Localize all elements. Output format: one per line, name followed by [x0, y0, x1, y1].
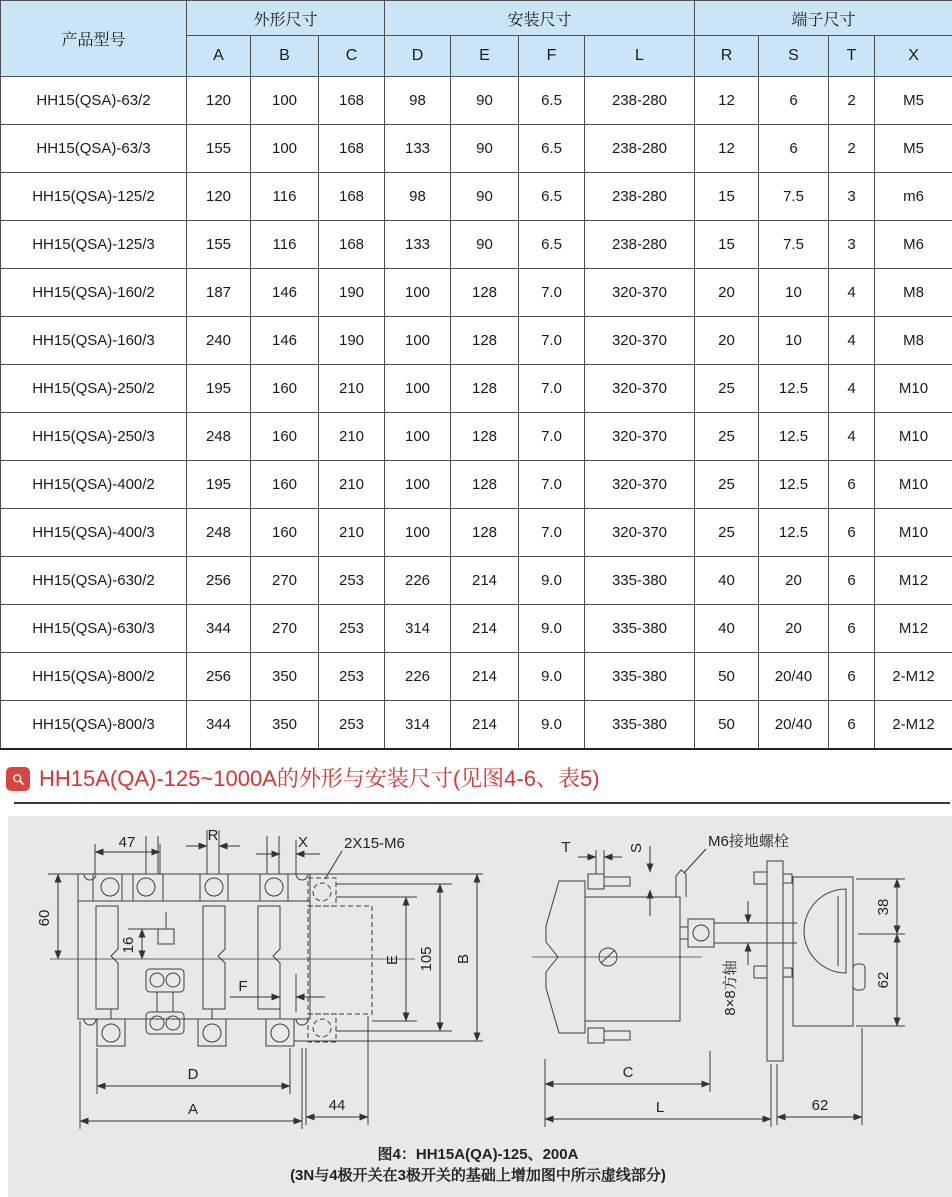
- technical-drawing: [8, 816, 952, 1197]
- value-cell: 100: [385, 317, 451, 365]
- value-cell: 133: [385, 221, 451, 269]
- col-group-terminal-dimensions: 端子尺寸: [695, 1, 952, 36]
- value-cell: 100: [385, 509, 451, 557]
- value-cell: 190: [319, 317, 385, 365]
- value-cell: 238-280: [585, 77, 695, 125]
- value-cell: 248: [187, 509, 251, 557]
- magnifier-icon: [6, 767, 30, 791]
- value-cell: M5: [875, 125, 952, 173]
- col-header-l: L: [585, 36, 695, 77]
- shaft-label: 8×8方轴: [722, 960, 739, 1015]
- value-cell: 3: [829, 221, 875, 269]
- value-cell: 335-380: [585, 557, 695, 605]
- value-cell: 20: [695, 317, 759, 365]
- value-cell: 3: [829, 173, 875, 221]
- value-cell: 25: [695, 461, 759, 509]
- value-cell: 7.0: [519, 413, 585, 461]
- value-cell: 6: [829, 509, 875, 557]
- value-cell: 40: [695, 557, 759, 605]
- value-cell: 98: [385, 77, 451, 125]
- dim-label-105: 105: [418, 946, 435, 971]
- value-cell: 320-370: [585, 509, 695, 557]
- value-cell: 116: [251, 221, 319, 269]
- table-row: [1, 125, 952, 173]
- value-cell: 7.0: [519, 317, 585, 365]
- value-cell: 128: [451, 461, 519, 509]
- side-view-drawing: [532, 861, 905, 1061]
- value-cell: 190: [319, 269, 385, 317]
- value-cell: 128: [451, 365, 519, 413]
- value-cell: 90: [451, 221, 519, 269]
- model-cell: HH15(QSA)-250/2: [1, 365, 187, 413]
- value-cell: 90: [451, 173, 519, 221]
- value-cell: 6.5: [519, 221, 585, 269]
- front-view-dimensions: [36, 827, 477, 1129]
- value-cell: 2: [829, 125, 875, 173]
- value-cell: 7.0: [519, 269, 585, 317]
- value-cell: 9.0: [519, 701, 585, 750]
- value-cell: 168: [319, 221, 385, 269]
- table-row: [1, 77, 952, 125]
- value-cell: 168: [319, 173, 385, 221]
- value-cell: 6: [759, 125, 829, 173]
- section-divider: [14, 802, 950, 804]
- value-cell: 20: [759, 557, 829, 605]
- model-cell: HH15(QSA)-630/3: [1, 605, 187, 653]
- value-cell: 350: [251, 701, 319, 750]
- col-header-r: R: [695, 36, 759, 77]
- value-cell: 195: [187, 461, 251, 509]
- model-cell: HH15(QSA)-160/3: [1, 317, 187, 365]
- value-cell: 9.0: [519, 557, 585, 605]
- table-row: [1, 173, 952, 221]
- holes-label: 2X15-M6: [344, 835, 405, 852]
- value-cell: 100: [385, 461, 451, 509]
- value-cell: 256: [187, 557, 251, 605]
- dim-label-l: L: [656, 1099, 664, 1116]
- value-cell: M8: [875, 317, 952, 365]
- value-cell: 20/40: [759, 653, 829, 701]
- value-cell: M12: [875, 605, 952, 653]
- table-group-header-row: [1, 1, 952, 36]
- value-cell: 253: [319, 605, 385, 653]
- value-cell: 50: [695, 653, 759, 701]
- value-cell: M12: [875, 557, 952, 605]
- value-cell: 20: [695, 269, 759, 317]
- dim-label-62-bottom: 62: [812, 1097, 829, 1114]
- value-cell: M10: [875, 509, 952, 557]
- col-header-a: A: [187, 36, 251, 77]
- value-cell: 100: [385, 365, 451, 413]
- dim-label-62-right: 62: [875, 972, 892, 989]
- value-cell: 12.5: [759, 509, 829, 557]
- value-cell: 256: [187, 653, 251, 701]
- value-cell: 20: [759, 605, 829, 653]
- value-cell: 253: [319, 653, 385, 701]
- col-header-b: B: [251, 36, 319, 77]
- model-cell: HH15(QSA)-63/3: [1, 125, 187, 173]
- figure-caption-line1: 图4：HH15A(QA)-125、200A: [378, 1145, 579, 1163]
- value-cell: 320-370: [585, 365, 695, 413]
- diagram-panel: [8, 816, 952, 1197]
- value-cell: 6: [759, 77, 829, 125]
- value-cell: 7.0: [519, 461, 585, 509]
- table-row: [1, 365, 952, 413]
- model-cell: HH15(QSA)-800/2: [1, 653, 187, 701]
- value-cell: 9.0: [519, 605, 585, 653]
- value-cell: 2-M12: [875, 653, 952, 701]
- value-cell: 128: [451, 509, 519, 557]
- value-cell: 6: [829, 605, 875, 653]
- value-cell: 100: [385, 269, 451, 317]
- value-cell: 160: [251, 413, 319, 461]
- value-cell: 2-M12: [875, 701, 952, 750]
- value-cell: M5: [875, 77, 952, 125]
- dim-label-d: D: [188, 1066, 199, 1083]
- value-cell: 155: [187, 221, 251, 269]
- value-cell: 226: [385, 557, 451, 605]
- col-header-product-model: 产品型号: [1, 1, 187, 77]
- value-cell: M8: [875, 269, 952, 317]
- col-header-x: X: [875, 36, 952, 77]
- value-cell: 146: [251, 317, 319, 365]
- value-cell: 253: [319, 701, 385, 750]
- model-cell: HH15(QSA)-800/3: [1, 701, 187, 750]
- value-cell: M10: [875, 413, 952, 461]
- value-cell: 6.5: [519, 125, 585, 173]
- value-cell: 238-280: [585, 125, 695, 173]
- value-cell: 320-370: [585, 317, 695, 365]
- value-cell: 344: [187, 701, 251, 750]
- col-group-mounting-dimensions: 安装尺寸: [385, 1, 695, 36]
- value-cell: 6: [829, 461, 875, 509]
- dim-label-x: X: [298, 834, 308, 851]
- value-cell: 238-280: [585, 221, 695, 269]
- value-cell: 335-380: [585, 701, 695, 750]
- value-cell: 116: [251, 173, 319, 221]
- value-cell: 187: [187, 269, 251, 317]
- value-cell: 155: [187, 125, 251, 173]
- value-cell: 214: [451, 653, 519, 701]
- value-cell: 314: [385, 701, 451, 750]
- value-cell: 7.5: [759, 221, 829, 269]
- col-header-t: T: [829, 36, 875, 77]
- value-cell: 335-380: [585, 653, 695, 701]
- dim-label-16: 16: [120, 937, 137, 954]
- value-cell: 90: [451, 77, 519, 125]
- value-cell: 10: [759, 317, 829, 365]
- value-cell: 120: [187, 173, 251, 221]
- model-cell: HH15(QSA)-250/3: [1, 413, 187, 461]
- figure-caption-line2: (3N与4极开关在3极开关的基础上增加图中所示虚线部分): [290, 1166, 666, 1184]
- value-cell: 15: [695, 173, 759, 221]
- model-cell: HH15(QSA)-160/2: [1, 269, 187, 317]
- value-cell: M10: [875, 461, 952, 509]
- value-cell: 160: [251, 509, 319, 557]
- value-cell: 6: [829, 557, 875, 605]
- value-cell: 4: [829, 413, 875, 461]
- dim-label-f: F: [238, 978, 247, 995]
- value-cell: 350: [251, 653, 319, 701]
- value-cell: 168: [319, 125, 385, 173]
- value-cell: 12.5: [759, 461, 829, 509]
- dim-label-c: C: [623, 1064, 634, 1081]
- model-cell: HH15(QSA)-400/3: [1, 509, 187, 557]
- table-row: [1, 701, 952, 750]
- model-cell: HH15(QSA)-63/2: [1, 77, 187, 125]
- value-cell: 25: [695, 365, 759, 413]
- value-cell: 98: [385, 173, 451, 221]
- value-cell: 320-370: [585, 461, 695, 509]
- value-cell: 12.5: [759, 413, 829, 461]
- value-cell: 214: [451, 701, 519, 750]
- value-cell: 248: [187, 413, 251, 461]
- value-cell: 146: [251, 269, 319, 317]
- value-cell: 128: [451, 269, 519, 317]
- dim-label-38: 38: [875, 899, 892, 916]
- dim-label-r: R: [208, 827, 219, 844]
- value-cell: M10: [875, 365, 952, 413]
- model-cell: HH15(QSA)-125/3: [1, 221, 187, 269]
- section-heading: [6, 764, 952, 794]
- dim-label-60: 60: [36, 910, 53, 927]
- dim-label-s: S: [628, 843, 645, 853]
- col-header-e: E: [451, 36, 519, 77]
- value-cell: 100: [251, 77, 319, 125]
- value-cell: 7.0: [519, 509, 585, 557]
- model-cell: HH15(QSA)-400/2: [1, 461, 187, 509]
- dim-label-t: T: [561, 839, 570, 856]
- value-cell: 270: [251, 605, 319, 653]
- value-cell: 90: [451, 125, 519, 173]
- value-cell: 128: [451, 413, 519, 461]
- value-cell: 6: [829, 653, 875, 701]
- value-cell: 25: [695, 509, 759, 557]
- value-cell: 270: [251, 557, 319, 605]
- table-row: [1, 605, 952, 653]
- model-cell: HH15(QSA)-125/2: [1, 173, 187, 221]
- value-cell: 12.5: [759, 365, 829, 413]
- value-cell: 253: [319, 557, 385, 605]
- value-cell: 10: [759, 269, 829, 317]
- value-cell: 160: [251, 365, 319, 413]
- value-cell: 160: [251, 461, 319, 509]
- value-cell: 4: [829, 365, 875, 413]
- value-cell: 9.0: [519, 653, 585, 701]
- value-cell: 4: [829, 269, 875, 317]
- value-cell: 12: [695, 125, 759, 173]
- value-cell: 168: [319, 77, 385, 125]
- col-group-overall-dimensions: 外形尺寸: [187, 1, 385, 36]
- value-cell: 344: [187, 605, 251, 653]
- dim-label-b: B: [455, 954, 472, 964]
- col-header-c: C: [319, 36, 385, 77]
- value-cell: 314: [385, 605, 451, 653]
- value-cell: 2: [829, 77, 875, 125]
- value-cell: 133: [385, 125, 451, 173]
- value-cell: 6.5: [519, 173, 585, 221]
- value-cell: 40: [695, 605, 759, 653]
- value-cell: 210: [319, 509, 385, 557]
- value-cell: 214: [451, 557, 519, 605]
- table-row: [1, 461, 952, 509]
- value-cell: 7.5: [759, 173, 829, 221]
- value-cell: 100: [251, 125, 319, 173]
- value-cell: 335-380: [585, 605, 695, 653]
- table-row: [1, 413, 952, 461]
- value-cell: 238-280: [585, 173, 695, 221]
- ground-screw-label: M6接地螺栓: [708, 832, 789, 850]
- model-cell: HH15(QSA)-630/2: [1, 557, 187, 605]
- value-cell: 214: [451, 605, 519, 653]
- value-cell: M6: [875, 221, 952, 269]
- dim-label-e: E: [384, 955, 401, 965]
- value-cell: 128: [451, 317, 519, 365]
- table-row: [1, 317, 952, 365]
- value-cell: 6: [829, 701, 875, 750]
- col-header-f: F: [519, 36, 585, 77]
- table-row: [1, 269, 952, 317]
- value-cell: 195: [187, 365, 251, 413]
- value-cell: 120: [187, 77, 251, 125]
- value-cell: 320-370: [585, 413, 695, 461]
- col-header-d: D: [385, 36, 451, 77]
- value-cell: m6: [875, 173, 952, 221]
- value-cell: 210: [319, 413, 385, 461]
- value-cell: 15: [695, 221, 759, 269]
- dim-label-47: 47: [119, 834, 136, 851]
- value-cell: 226: [385, 653, 451, 701]
- table-row: [1, 557, 952, 605]
- value-cell: 12: [695, 77, 759, 125]
- table-row: [1, 653, 952, 701]
- value-cell: 6.5: [519, 77, 585, 125]
- dim-label-a: A: [188, 1101, 198, 1118]
- value-cell: 240: [187, 317, 251, 365]
- table-row: [1, 221, 952, 269]
- table-row: [1, 509, 952, 557]
- front-view-drawing: [50, 830, 483, 1046]
- col-header-s: S: [759, 36, 829, 77]
- value-cell: 7.0: [519, 365, 585, 413]
- value-cell: 20/40: [759, 701, 829, 750]
- value-cell: 4: [829, 317, 875, 365]
- value-cell: 50: [695, 701, 759, 750]
- value-cell: 320-370: [585, 269, 695, 317]
- section-title: HH15A(QA)-125~1000A的外形与安装尺寸(见图4-6、表5): [39, 764, 600, 794]
- dim-label-44: 44: [329, 1097, 346, 1114]
- value-cell: 210: [319, 461, 385, 509]
- value-cell: 25: [695, 413, 759, 461]
- value-cell: 100: [385, 413, 451, 461]
- value-cell: 210: [319, 365, 385, 413]
- side-view-dimensions: [545, 832, 897, 1127]
